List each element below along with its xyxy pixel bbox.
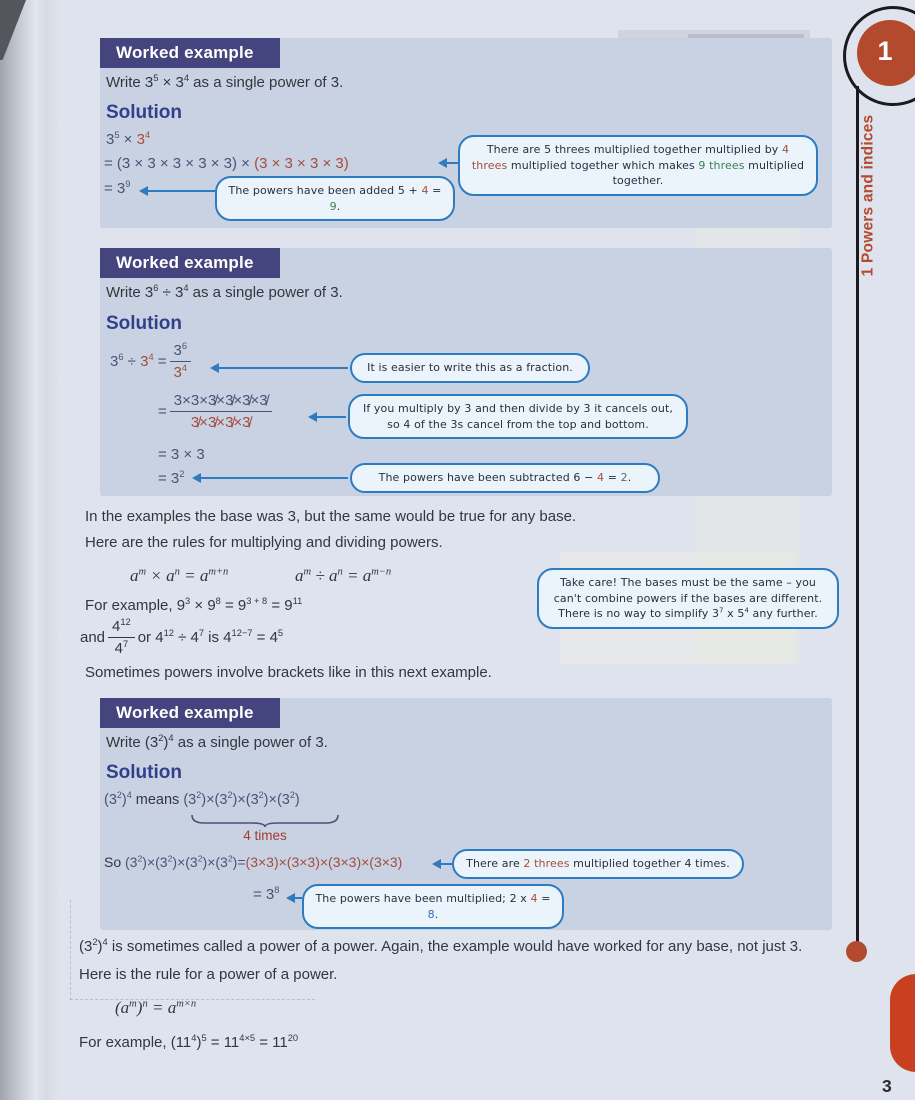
times-label: 4 times (243, 828, 287, 843)
paragraph: Here is the rule for a power of a power. (79, 966, 338, 983)
worked-example-3-solution-label: Solution (106, 762, 182, 783)
page-number: 3 (882, 1076, 892, 1096)
page-left-edge (0, 0, 62, 1100)
math-line: = $3^9$ (104, 179, 131, 197)
callout-arrow (312, 416, 346, 418)
math-line: = $3^2$ (158, 469, 185, 487)
callout-arrow (442, 162, 458, 164)
math-line: = (3 × 3 × 3 × 3 × 3) × (3 × 3 × 3 × 3) (104, 155, 349, 172)
sidebar-edge-tab (890, 974, 915, 1072)
bleed-dashed-line-vertical (70, 900, 71, 1000)
paragraph: Here are the rules for multiplying and dividing powers. (85, 534, 443, 551)
rule-divide: $a^m \div a^n = a^{m-n}$ (295, 566, 392, 585)
worked-example-3 (100, 698, 832, 930)
fraction-denominator: 3̸×3̸×3̸×3̸ (170, 411, 272, 431)
paragraph: Sometimes powers involve brackets like in this next example. (85, 664, 492, 681)
worked-example-1-header: Worked example (100, 38, 280, 68)
math-line: So $(3^2)\times(3^2)\times(3^2)\times(3^2)=(3\times 3)\times(3\times 3)\times(3\times 3)\times(3\times 3)$ (104, 853, 403, 870)
callout-added: The powers have been added 5 + 4 = 9. (215, 176, 455, 221)
callout-fraction: It is easier to write this as a fraction. (350, 353, 590, 383)
example-divide-prefix: and (80, 629, 106, 646)
callout-arrow (143, 190, 215, 192)
rule-power-of-power: $(a^m)^n = a^{m\times n}$ (115, 998, 197, 1017)
fraction (170, 392, 272, 431)
callout-arrow (436, 863, 452, 865)
chapter-number-badge: 1 (877, 36, 893, 66)
example-multiply: For example, $9^3 \times 9^8 = 9^{3 + 8} = 9^{11}$ (85, 596, 303, 614)
callout-arrow (196, 477, 348, 479)
math-segment: = (158, 403, 167, 420)
callout-arrow (214, 367, 348, 369)
callout-threes: There are 2 threes multiplied together 4 times. (452, 849, 744, 879)
math-segment: $3^6 \div 3^4$ = (110, 352, 167, 370)
example-power: For example, $(11^4)^5 = 11^{4\times 5} = 11^{20}$ (79, 1033, 299, 1051)
fraction-numerator: $4^{12}$ (112, 617, 131, 635)
fraction-denominator: $3^4$ (170, 361, 192, 381)
fraction (108, 618, 135, 657)
worked-example-3-prompt: Write $(3^2)^4$ as a single power of 3. (106, 733, 328, 751)
worked-example-1-solution-label: Solution (106, 102, 182, 123)
chapter-label: 1 Powers and indices (859, 114, 877, 277)
math-line-fraction (110, 342, 191, 381)
fraction-numerator: 3×3×3̸×3̸×3̸×3̸ (173, 392, 268, 409)
rule-multiply: $a^m \times a^n = a^{m+n}$ (130, 566, 229, 585)
paragraph: In the examples the base was 3, but the same would be true for any base. (85, 508, 577, 525)
worked-example-2-prompt: Write $3^6 \div 3^4$ as a single power of 3. (106, 283, 343, 301)
worked-example-2 (100, 248, 832, 496)
worked-example-1 (100, 38, 832, 228)
example-divide (80, 618, 283, 657)
math-line: $3^5 \times 3^4$ (106, 130, 151, 148)
callout-take-care: Take care! The bases must be the same – you can't combine powers if the bases are different. There is no way to simplify $3^7$ x $5^4$ any further. (537, 568, 839, 629)
fraction (170, 342, 192, 381)
worked-example-1-prompt: Write $3^5 \times 3^4$ as a single power of 3. (106, 73, 344, 91)
sidebar-line-end-dot (846, 941, 867, 962)
callout-expand: There are 5 threes multiplied together multiplied by 4 threes multiplied together which makes 9 threes multiplied together. (458, 135, 818, 196)
math-line-fraction (158, 392, 272, 431)
paragraph: $(3^2)^4$ is sometimes called a power of a power. Again, the example would have worked for any base, not just 3. (79, 937, 803, 955)
math-line: $(3^2)^4$ means $(3^2)\times(3^2)\times(3^2)\times(3^2)$ (104, 790, 300, 808)
worked-example-3-header: Worked example (100, 698, 280, 728)
callout-multiplied: The powers have been multiplied; 2 x 4 = 8. (302, 884, 564, 929)
worked-example-2-header: Worked example (100, 248, 280, 278)
fraction-denominator: $4^7$ (108, 637, 135, 657)
callout-arrow (290, 897, 302, 899)
example-divide-rest: or $4^{12} \div 4^7$ is $4^{12-7} = 4^5$ (137, 628, 284, 646)
callout-cancel: If you multiply by 3 and then divide by 3 it cancels out, so 4 of the 3s cancel from the top and bottom. (348, 394, 688, 439)
math-line: = $3^8$ (253, 885, 280, 903)
math-line: = 3 × 3 (158, 446, 205, 463)
worked-example-2-solution-label: Solution (106, 313, 182, 334)
callout-subtract: The powers have been subtracted 6 − 4 = 2. (350, 463, 660, 493)
fraction-numerator: $3^6$ (173, 341, 188, 359)
